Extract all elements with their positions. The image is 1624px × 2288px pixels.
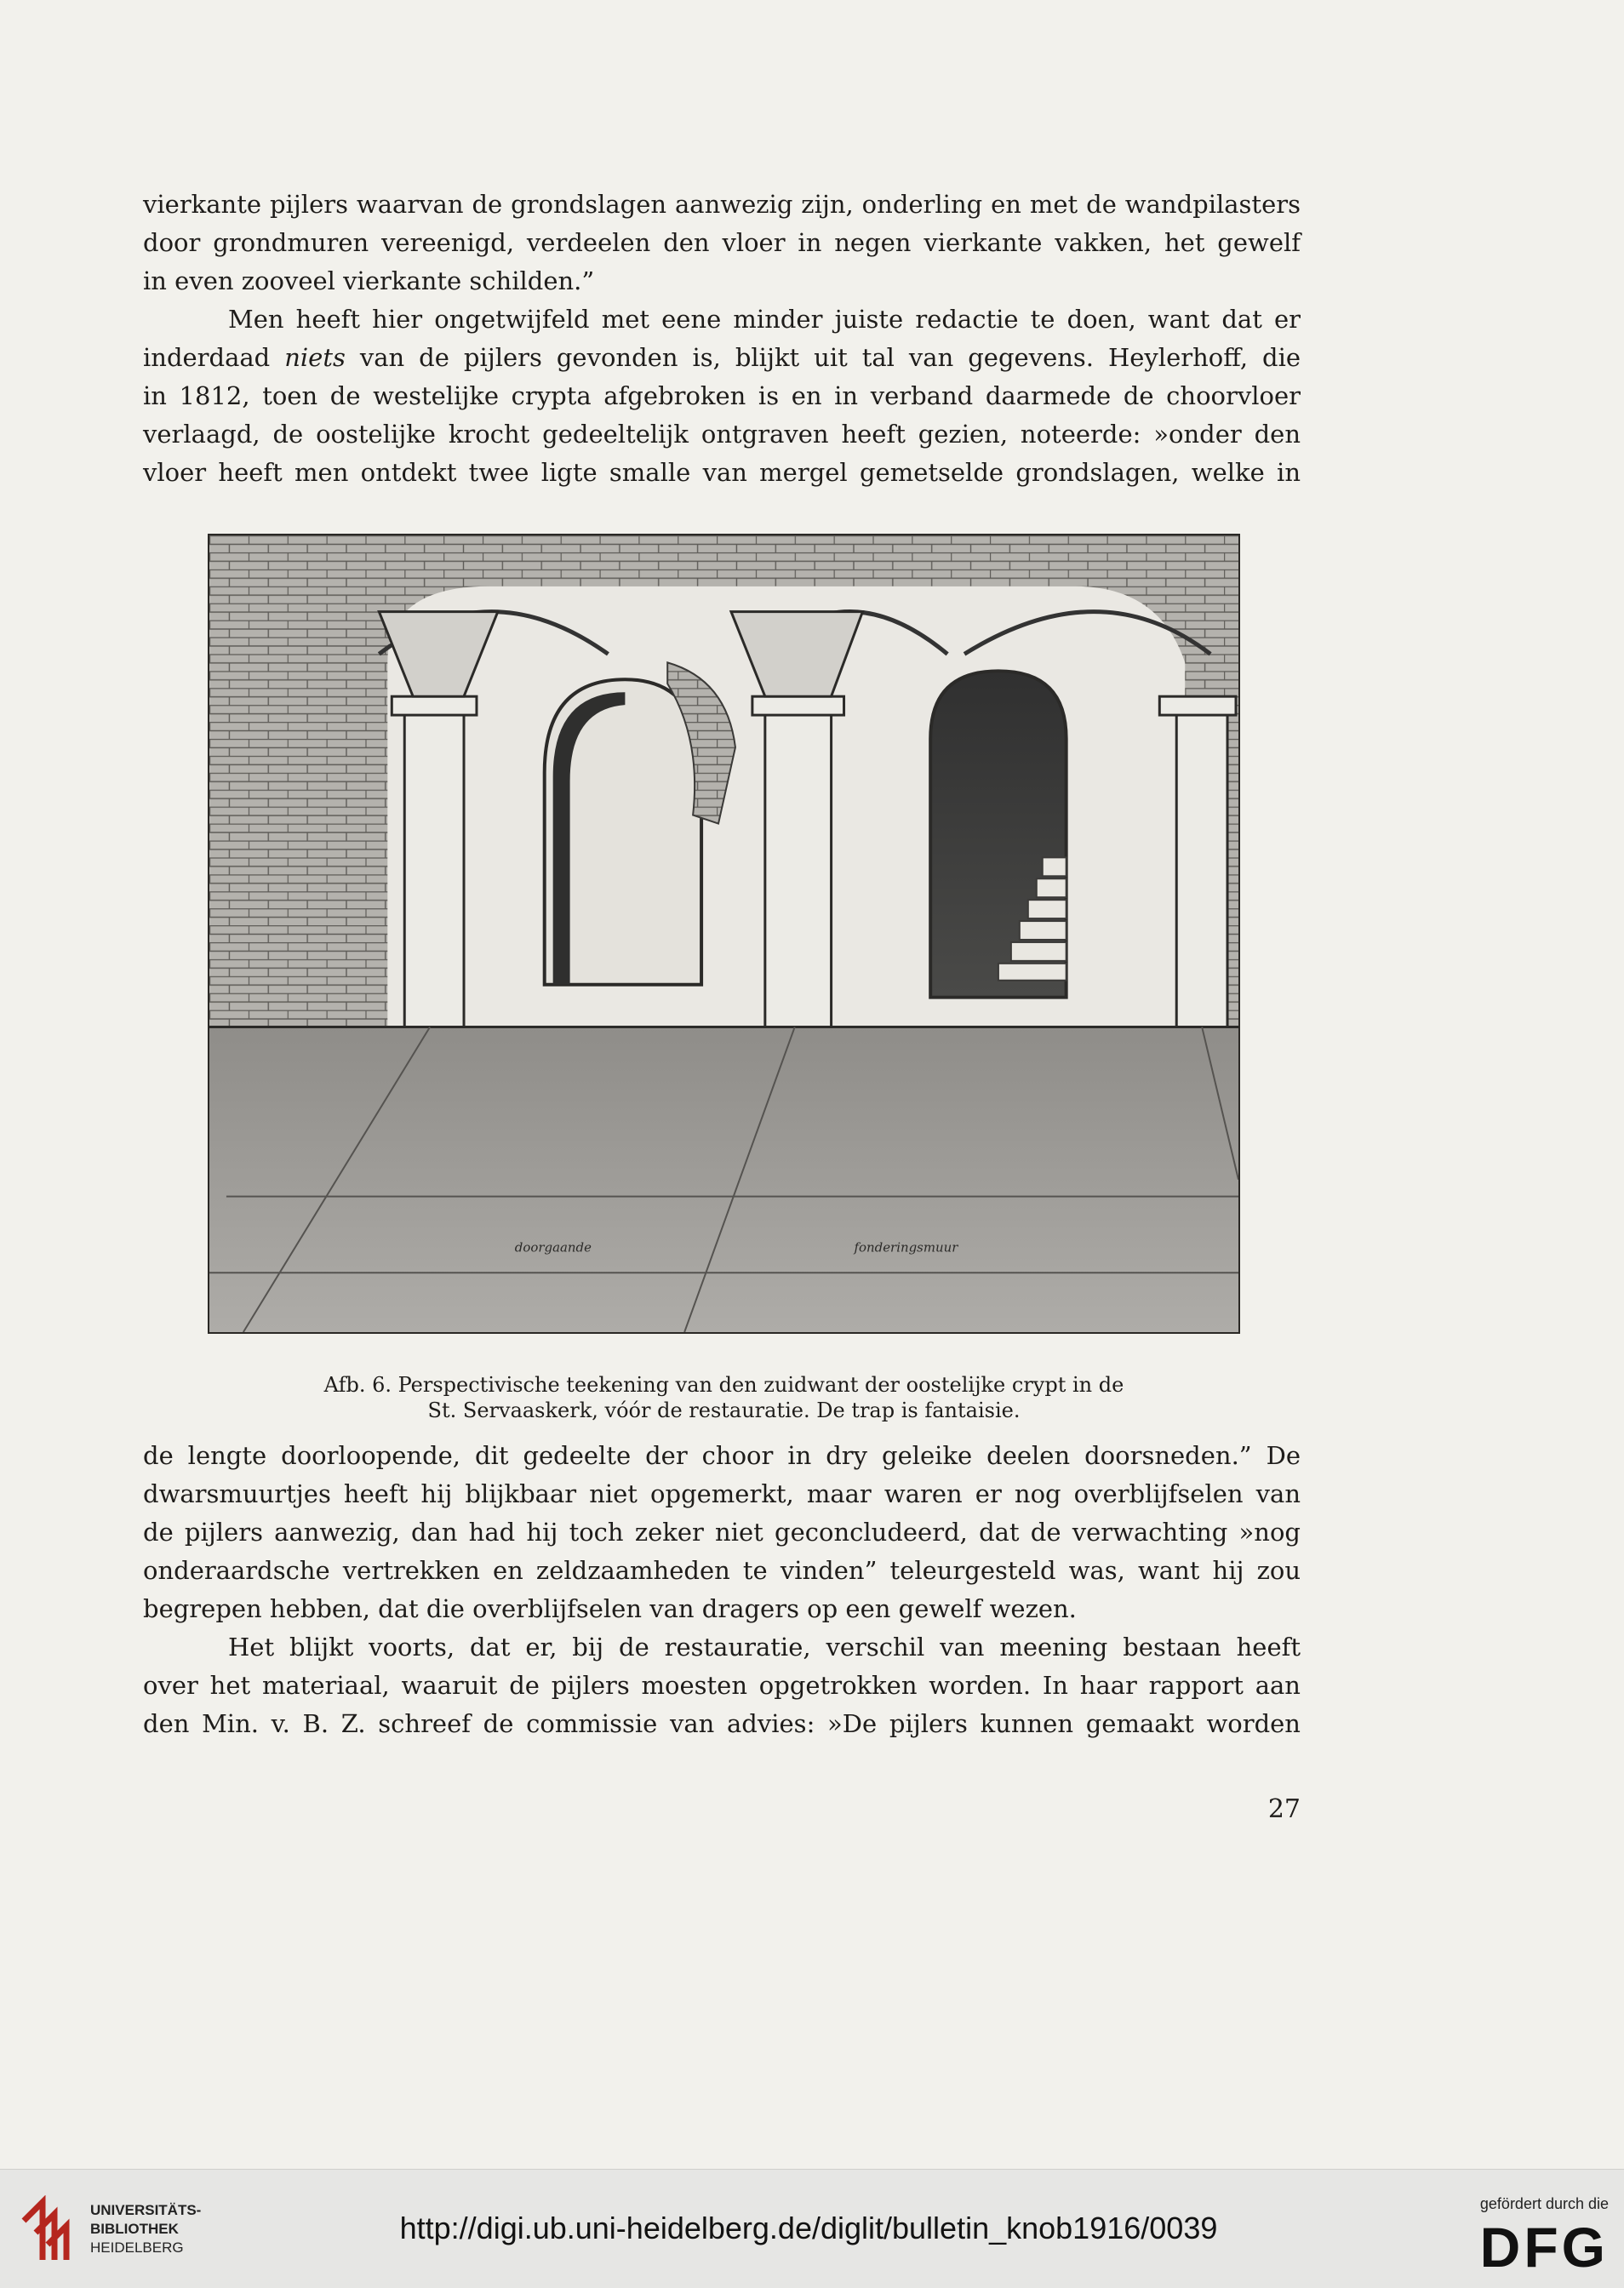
figure-caption-line: St. Servaaskerk, vóór de restauratie. De trap is fantaisie. xyxy=(427,1399,1021,1422)
page-number: 27 xyxy=(1267,1794,1301,1824)
text-line: in even zooveel vierkante schilden.” xyxy=(143,266,595,295)
text-line: vloer heeft men ontdekt twee ligte smalle van mergel gemetselde grondslagen, welke in xyxy=(143,458,1301,487)
text-line: over het materiaal, waaruit de pijlers moesten opgetrokken worden. In haar rapport aan xyxy=(143,1671,1301,1700)
figure-caption-line: Afb. 6. Perspectivische teekening van den zuidwant der oostelijke crypt in de xyxy=(323,1373,1124,1397)
dfg-logo: DFG xyxy=(1479,2216,1609,2279)
library-name-line: BIBLIOTHEK xyxy=(90,2221,179,2237)
text-block-bottom xyxy=(143,1437,1301,1743)
text-line: vierkante pijlers waarvan de grondslagen aanwezig zijn, onderling en met de wandpilasters xyxy=(143,190,1301,219)
text-line: door grondmuren vereenigd, verdeelen den vloer in negen vierkante vakken, het gewelf xyxy=(143,228,1301,257)
funded-by-label: gefördert durch die xyxy=(1479,2195,1609,2212)
viewer-footer xyxy=(0,2169,1624,2288)
text-line: begrepen hebben, dat die overblijfselen van dragers op een gewelf wezen. xyxy=(143,1594,1077,1623)
plan-label-right: fonderingsmuur xyxy=(854,1239,958,1256)
text-line: Het blijkt voorts, dat er, bij de restauratie, verschil van meening bestaan heeft xyxy=(228,1633,1301,1662)
text-block-top xyxy=(143,186,1301,492)
library-name xyxy=(90,2201,260,2257)
text-line: verlaagd, de oostelijke krocht gedeeltelijk ontgraven heeft gezien, noteerde: »onder den xyxy=(143,420,1301,449)
library-logo-icon xyxy=(17,2195,77,2267)
plan-label-left: doorgaande xyxy=(514,1239,592,1256)
crypt-illustration xyxy=(208,534,1240,1334)
text-line: onderaardsche vertrekken en zeldzaamheden te vinden” teleurgesteld was, want hij zou xyxy=(143,1556,1301,1585)
text-line: dwarsmuurtjes heeft hij blijkbaar niet opgemerkt, maar waren er nog overblijfselen van xyxy=(143,1479,1301,1508)
emphasis-word: niets xyxy=(284,343,346,372)
text-line-with-emphasis: inderdaad niets van de pijlers gevonden is, blijkt uit tal van gegevens. Heylerhoff, die xyxy=(143,343,1301,372)
text-line: den Min. v. B. Z. schreef de commissie van advies: »De pijlers kunnen gemaakt worden xyxy=(143,1709,1301,1738)
text-line: de lengte doorloopende, dit gedeelte der choor in dry geleike deelen doorsneden.” De xyxy=(143,1441,1301,1470)
text-line: de pijlers aanwezig, dan had hij toch zeker niet geconcludeerd, dat de verwachting »nog xyxy=(143,1518,1301,1547)
crypt-drawing xyxy=(209,535,1238,1332)
text-line: in 1812, toen de westelijke crypta afgebroken is en in verband daarmede de choorvloer xyxy=(143,381,1301,410)
permalink-url[interactable]: http://digi.ub.uni-heidelberg.de/diglit/bulletin_knob1916/0039 xyxy=(399,2211,1218,2245)
library-name-line: UNIVERSITÄTS- xyxy=(90,2202,202,2218)
text-line: Men heeft hier ongetwijfeld met eene minder juiste redactie te doen, want dat er xyxy=(228,305,1301,334)
library-name-line: HEIDELBERG xyxy=(90,2239,184,2256)
